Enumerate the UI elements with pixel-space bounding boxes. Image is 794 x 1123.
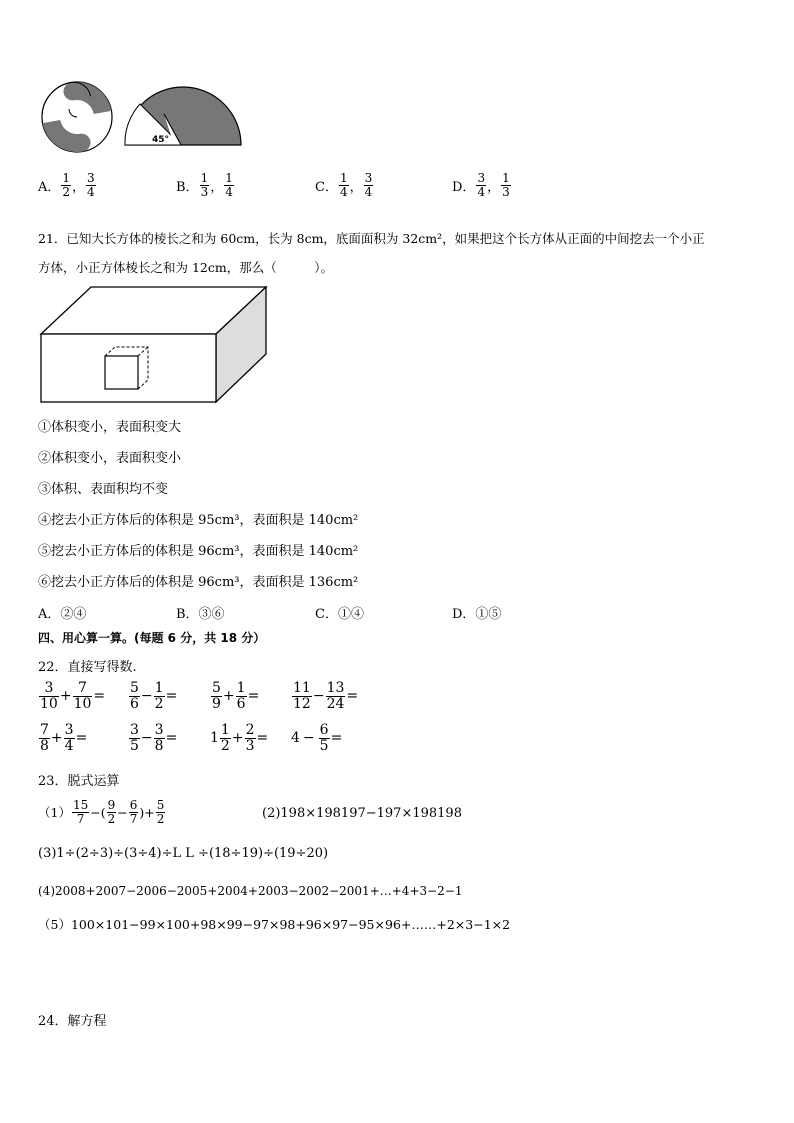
q22-title: 22．直接写得数. — [38, 660, 137, 675]
fraction: $\frac{6}{5}$ — [319, 722, 329, 754]
fraction: $\frac{3}{4}$ — [364, 171, 373, 199]
expression: $\frac{3}{5}$ − $\frac{3}{8}$ = — [130, 722, 178, 754]
cuboid-figure — [38, 284, 270, 406]
q23-part-5: （5）100×101−99×100+98×99−97×98+96×97−95×96+……+2×3−1×2 — [38, 917, 511, 932]
q21-statement-4: ④挖去小正方体后的体积是 95cm³，表面积是 140cm² — [38, 513, 359, 528]
fraction: $\frac{3}{8}$ — [154, 722, 164, 754]
q20-option-d[interactable] — [452, 172, 512, 198]
separator: ， — [487, 179, 501, 195]
separator: ， — [349, 179, 363, 195]
q21-statement-3: ③体积、表面积均不变 — [38, 482, 169, 497]
q23-part-2: (2)198×198197−197×198198 — [262, 806, 462, 821]
fraction: $\frac{3}{4}$ — [477, 171, 486, 199]
q20-option-b[interactable] — [176, 172, 235, 198]
fraction: $\frac{3}{10}$ — [40, 680, 58, 712]
q21-statement-1: ①体积变小，表面积变大 — [38, 420, 182, 435]
option-letter: C． — [315, 179, 338, 195]
semicircle-sector-figure — [122, 84, 244, 148]
separator: ， — [210, 179, 224, 195]
q21-option-d[interactable]: D．①⑤ — [452, 607, 502, 622]
q21-text-line2: 方体，小正方体棱长之和为 12cm，那么（ ）。 — [38, 260, 333, 275]
expression: 4 − $\frac{6}{5}$ = — [291, 722, 343, 754]
q21-option-b[interactable]: B．③⑥ — [176, 607, 225, 622]
fraction: $\frac{1}{6}$ — [236, 680, 246, 712]
fraction: $\frac{11}{12}$ — [293, 680, 311, 712]
q24-title: 24．解方程 — [38, 1014, 107, 1029]
q23-part-3: (3)1÷(2÷3)÷(3÷4)÷L L ÷(18÷19)÷(19÷20) — [38, 846, 329, 861]
fraction: $\frac{3}{5}$ — [130, 722, 139, 754]
separator: ， — [72, 179, 86, 195]
option-letter: B． — [176, 179, 199, 195]
section-heading: 四、用心算一算。(每题 6 分，共 18 分） — [38, 631, 266, 645]
expression: $\frac{5}{9}$ + $\frac{1}{6}$ = — [212, 680, 260, 712]
angle-label: 45° — [152, 135, 170, 145]
fraction: $\frac{3}{4}$ — [87, 171, 95, 199]
expression: $\frac{7}{8}$ + $\frac{3}{4}$ = — [40, 722, 88, 754]
q21-option-c[interactable]: C．①④ — [315, 607, 364, 622]
fraction: $\frac{1}{2}$ — [62, 171, 71, 199]
q21-statement-5: ⑤挖去小正方体后的体积是 96cm³，表面积是 140cm² — [38, 544, 359, 559]
q23-part-4: (4)2008+2007−2006−2005+2004+2003−2002−2001+…+4+3−2−1 — [38, 884, 463, 898]
fraction: $\frac{15}{7}$ — [72, 798, 89, 826]
q20-option-c[interactable] — [315, 172, 374, 198]
fraction: $\frac{5}{6}$ — [130, 680, 139, 712]
fraction: $\frac{7}{8}$ — [40, 722, 49, 754]
yin-yang-figure — [40, 80, 114, 154]
fraction: $\frac{7}{10}$ — [73, 680, 92, 712]
q20-option-a[interactable] — [38, 172, 97, 198]
option-letter: D． — [452, 179, 476, 195]
expression: 1 $\frac{1}{2}$ + $\frac{2}{3}$ = — [210, 722, 269, 754]
option-letter: A． — [38, 179, 61, 195]
expression: $\frac{5}{6}$ − $\frac{1}{2}$ = — [130, 680, 178, 712]
fraction: $\frac{2}{3}$ — [245, 722, 255, 754]
q21-text-line1: 21．已知大长方体的棱长之和为 60cm，长为 8cm，底面面积为 32cm²，如果把这个长方体从正面的中间挖去一个小正 — [38, 231, 705, 246]
fraction: $\frac{1}{2}$ — [220, 722, 230, 754]
fraction: $\frac{9}{2}$ — [107, 798, 116, 826]
fraction: $\frac{5}{2}$ — [156, 798, 165, 826]
expression: $\frac{11}{12}$ − $\frac{13}{24}$ = — [293, 680, 359, 712]
q23-title: 23．脱式运算 — [38, 774, 120, 789]
q21-option-a[interactable]: A．②④ — [38, 607, 87, 622]
fraction: $\frac{1}{4}$ — [225, 171, 233, 199]
fraction: $\frac{3}{4}$ — [64, 722, 74, 754]
fraction: $\frac{1}{3}$ — [502, 171, 510, 199]
q21-statement-6: ⑥挖去小正方体后的体积是 96cm³，表面积是 136cm² — [38, 575, 359, 590]
fraction: $\frac{1}{3}$ — [200, 171, 209, 199]
fraction: $\frac{5}{9}$ — [212, 680, 221, 712]
expression: $\frac{3}{10}$ + $\frac{7}{10}$ = — [40, 680, 106, 712]
fraction: $\frac{6}{7}$ — [129, 798, 138, 826]
fraction: $\frac{13}{24}$ — [326, 680, 345, 712]
fraction: $\frac{1}{2}$ — [154, 680, 164, 712]
fraction: $\frac{1}{4}$ — [339, 171, 348, 199]
q23-part-1: （1） $\frac{15}{7}$ −( $\frac{9}{2}$ − $\frac{6}{7}$ )+ $\frac{5}{2}$ — [38, 798, 165, 826]
q21-statement-2: ②体积变小，表面积变小 — [38, 451, 182, 466]
